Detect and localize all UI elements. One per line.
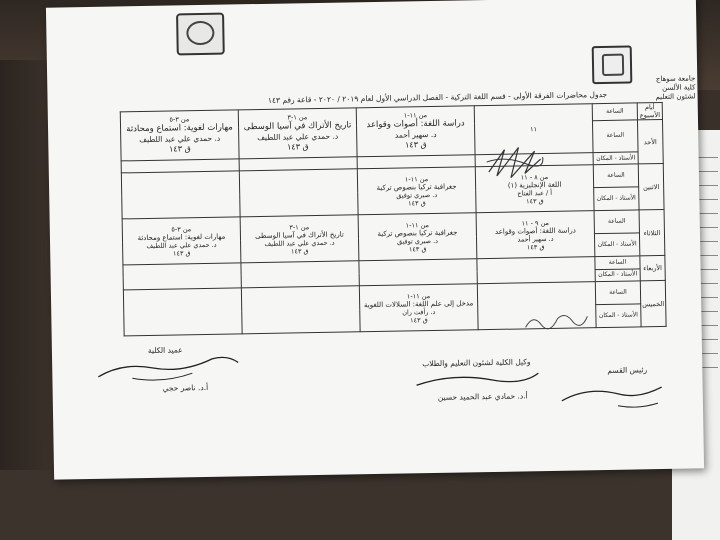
days-header: أيام الأسبوع <box>637 102 662 119</box>
handwritten-scribble <box>484 141 545 182</box>
university-line: كلية الألسن <box>661 83 696 92</box>
head-title: رئيس القسم <box>607 365 648 375</box>
vice-dean-title: وكيل الكلية لشئون التعليم والطلاب <box>422 357 531 369</box>
university-emblem-icon <box>176 13 225 56</box>
time-label: الساعة <box>595 256 640 269</box>
vice-dean-name: أ.د. حمادي عبد الحميد حسين <box>437 391 528 402</box>
time-label: الساعة <box>595 281 640 305</box>
time-label: الساعة <box>593 164 638 188</box>
dean-signature <box>92 352 243 385</box>
schedule-cell: من ٩ - ١١ دراسة اللغة: أصوات وقواعد د. سهير أحمد ق ١٤٣ <box>476 211 595 259</box>
time-label: الساعة <box>594 210 639 234</box>
corkboard-bottom <box>0 470 720 540</box>
schedule-cell: من ١١-١ جغرافية تركيا بنصوص تركية د. صبري توفيق ق ١٤٣ <box>357 167 476 215</box>
schedule-cell <box>241 261 359 288</box>
schedule-cell <box>241 286 360 334</box>
university-header <box>635 74 695 102</box>
schedule-cell: من ١-٣ تاريخ الأتراك في آسيا الوسطى د. حمدي علي عبد اللطيف ق ١٤٣ <box>240 215 359 263</box>
day-sunday: الأحد <box>637 119 663 164</box>
schedule-paper <box>46 0 704 480</box>
schedule-cell <box>121 171 240 219</box>
vice-dean-signature <box>412 365 542 393</box>
schedule-table <box>120 102 667 336</box>
prof-place-label: الأستاذ - المكان <box>595 269 640 282</box>
schedule-cell: من ١١-١ دراسة اللغة: أصوات وقواعد د. سهير أحمد ق ١٤٣ <box>356 106 475 157</box>
schedule-cell: من ٣-٥ مهارات لغوية: استماع ومحادثة د. حمدي علي عبد اللطيف ق ١٤٣ <box>120 110 239 161</box>
schedule-cell: من ٨ - ١١ اللغة الإنجليزية (١) أ / عبد الفتاح ق ١٤٣ <box>475 165 594 213</box>
schedule-cell: ١١ <box>474 104 593 155</box>
university-line: لشئون التعليم <box>655 92 696 102</box>
day-tuesday: الثلاثاء <box>639 210 665 256</box>
prof-place-label: الأستاذ - المكان <box>594 233 639 257</box>
schedule-cell: من ١١-١ مدخل إلى علم اللغة: السلالات اللغوية د. رأفت ران ق ١٤٣ <box>359 284 478 332</box>
schedule-title: جدول محاضرات الفرقة الأولى - قسم اللغة التركية - الفصل الدراسي الأول لعام ٢٠١٩ / ٢٠٢٠ - قاعة رقم ١٤٣ <box>267 89 608 105</box>
table-header-row <box>120 102 662 128</box>
faculty-logo-icon <box>592 45 633 84</box>
prof-place-label: الأستاذ - المكان <box>593 152 638 165</box>
prof-place-label: الأستاذ - المكان <box>596 304 641 328</box>
head-signature <box>557 375 668 413</box>
schedule-cell <box>477 257 595 284</box>
day-thursday: الخميس <box>640 281 666 327</box>
time-label: الساعة <box>592 120 638 153</box>
day-wednesday: الأربعاء <box>640 256 665 281</box>
day-monday: الاثنين <box>638 164 664 210</box>
schedule-cell <box>123 263 241 290</box>
schedule-cell <box>359 259 477 286</box>
schedule-cell <box>239 169 358 217</box>
prof-place-label: الأستاذ - المكان <box>594 187 639 211</box>
schedule-cell: من ١١-١ جغرافية تركيا بنصوص تركية د. صبري توفيق ق ١٤٣ <box>358 213 477 261</box>
dean-name: أ.د. ناصر حجي <box>162 382 209 393</box>
dean-title: عميد الكلية <box>147 345 183 355</box>
handwritten-note <box>521 308 591 335</box>
schedule-cell: من ١-٣ تاريخ الأتراك في آسيا الوسطى د. حمدي علي عبد اللطيف ق ١٤٣ <box>238 108 357 159</box>
time-header: الساعة <box>592 103 637 121</box>
university-line: جامعة سوهاج <box>655 74 696 84</box>
schedule-cell: من ٣-٥ مهارات لغوية: استماع ومحادثة د. حمدي علي عبد اللطيف ق ١٤٣ <box>122 217 241 265</box>
schedule-cell <box>123 288 242 336</box>
